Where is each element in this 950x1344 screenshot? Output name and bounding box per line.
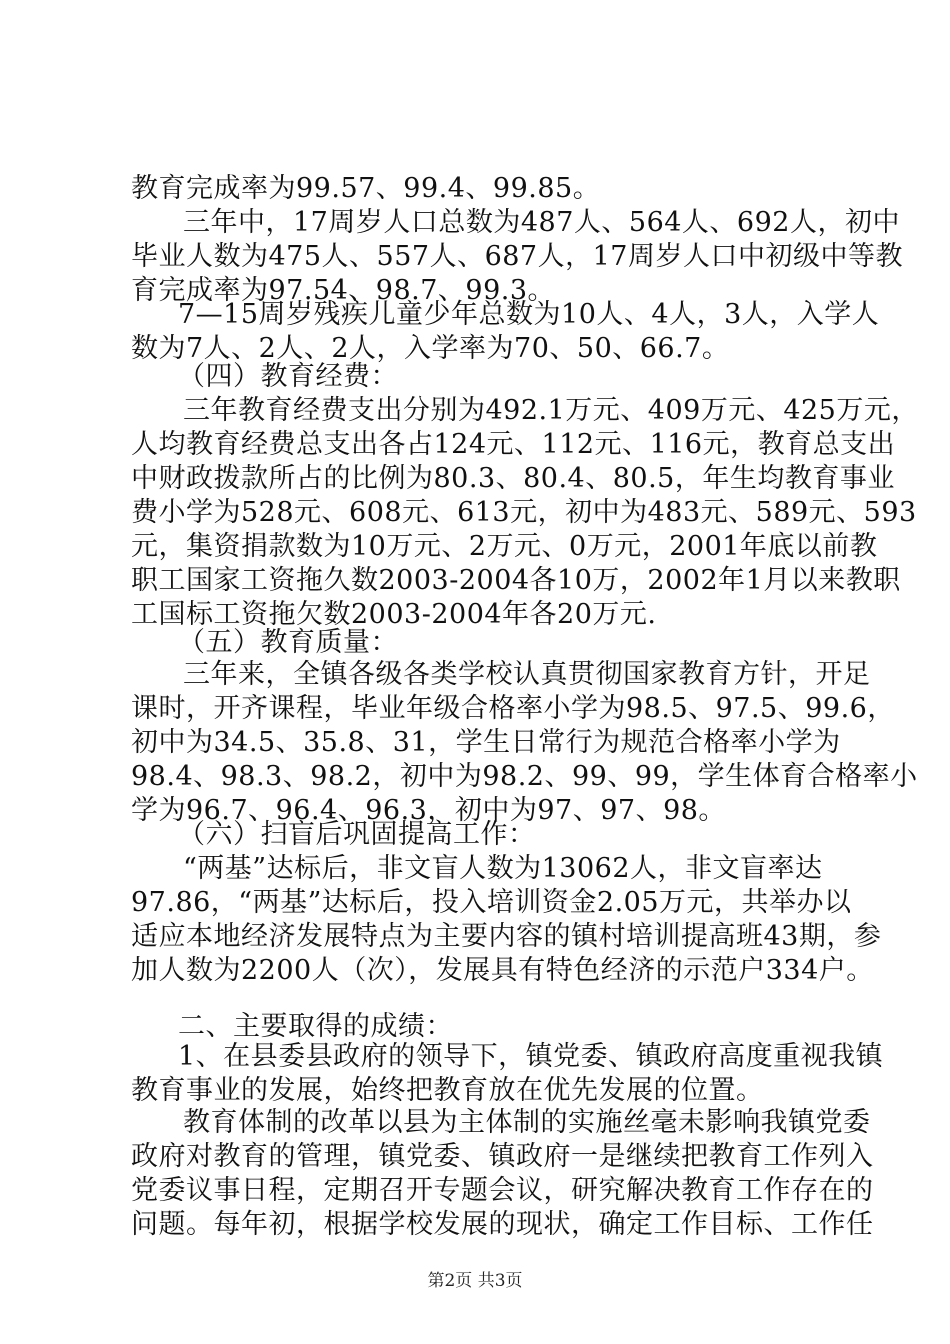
text-line: 政府对教育的管理，镇党委、镇政府一是继续把教育工作列入 — [131, 1141, 874, 1172]
text-line: 三年教育经费支出分别为492.1万元、409万元、425万元， — [183, 395, 919, 426]
text-line: 教育事业的发展，始终把教育放在优先发展的位置。 — [131, 1075, 764, 1106]
text-line: 工国标工资拖欠数2003-2004年各20万元. — [131, 599, 657, 630]
text-line: 97.86，“两基”达标后，投入培训资金2.05万元，共举办以 — [131, 887, 852, 918]
text-line: 加人数为2200人（次），发展具有特色经济的示范户334户。 — [131, 955, 874, 986]
text-line: 党委议事日程，定期召开专题会议，研究解决教育工作存在的 — [131, 1175, 874, 1206]
text-line: 三年中，17周岁人口总数为487人、564人、692人，初中 — [183, 207, 900, 238]
section-heading: （六）扫盲后巩固提高工作： — [178, 819, 536, 850]
text-line: 适应本地经济发展特点为主要内容的镇村培训提高班43期，参 — [131, 921, 882, 952]
text-line: 7—15周岁残疾儿童少年总数为10人、4人，3人，入学人 — [178, 299, 880, 330]
text-line: 三年来，全镇各级各类学校认真贯彻国家教育方针，开足 — [183, 659, 871, 690]
text-line: 问题。每年初，根据学校发展的现状，确定工作目标、工作任 — [131, 1209, 874, 1240]
text-line: 费小学为528元、608元、613元，初中为483元、589元、593 — [131, 497, 917, 528]
text-line: 1、在县委县政府的领导下，镇党委、镇政府高度重视我镇 — [178, 1041, 884, 1072]
text-line: 课时，开齐课程，毕业年级合格率小学为98.5、97.5、99.6， — [131, 693, 895, 724]
text-line: “两基”达标后，非文盲人数为13062人，非文盲率达 — [183, 853, 823, 884]
section-heading: （五）教育质量： — [178, 627, 398, 658]
text-line: 毕业人数为475人、557人、687人，17周岁人口中初级中等教 — [131, 241, 903, 272]
text-line: 元，集资捐款数为10万元、2万元、0万元，2001年底以前教 — [131, 531, 878, 562]
text-line: 初中为34.5、35.8、31，学生日常行为规范合格率小学为 — [131, 727, 841, 758]
section-heading: 二、主要取得的成绩： — [178, 1011, 453, 1042]
text-line: 教育体制的改革以县为主体制的实施丝毫未影响我镇党委 — [183, 1107, 871, 1138]
section-heading: （四）教育经费： — [178, 361, 398, 392]
text-line: 数为7人、2人、2人，入学率为70、50、66.7。 — [131, 333, 730, 364]
text-line: 98.4、98.3、98.2，初中为98.2、99、99，学生体育合格率小 — [131, 761, 918, 792]
text-line: 人均教育经费总支出各占124元、112元、116元，教育总支出 — [131, 429, 896, 460]
text-line: 职工国家工资拖久数2003-2004各10万，2002年1月以来教职 — [131, 565, 901, 596]
text-line: 中财政拨款所占的比例为80.3、80.4、80.5，年生均教育事业 — [131, 463, 895, 494]
text-line: 学为96.7、96.4、96.3，初中为97、97、98。 — [131, 795, 726, 826]
page-number: 第2页 共3页 — [427, 1271, 523, 1291]
text-line: 育完成率为97.54、98.7、99.3。 — [131, 275, 556, 306]
text-line: 教育完成率为99.57、99.4、99.85。 — [131, 173, 601, 204]
